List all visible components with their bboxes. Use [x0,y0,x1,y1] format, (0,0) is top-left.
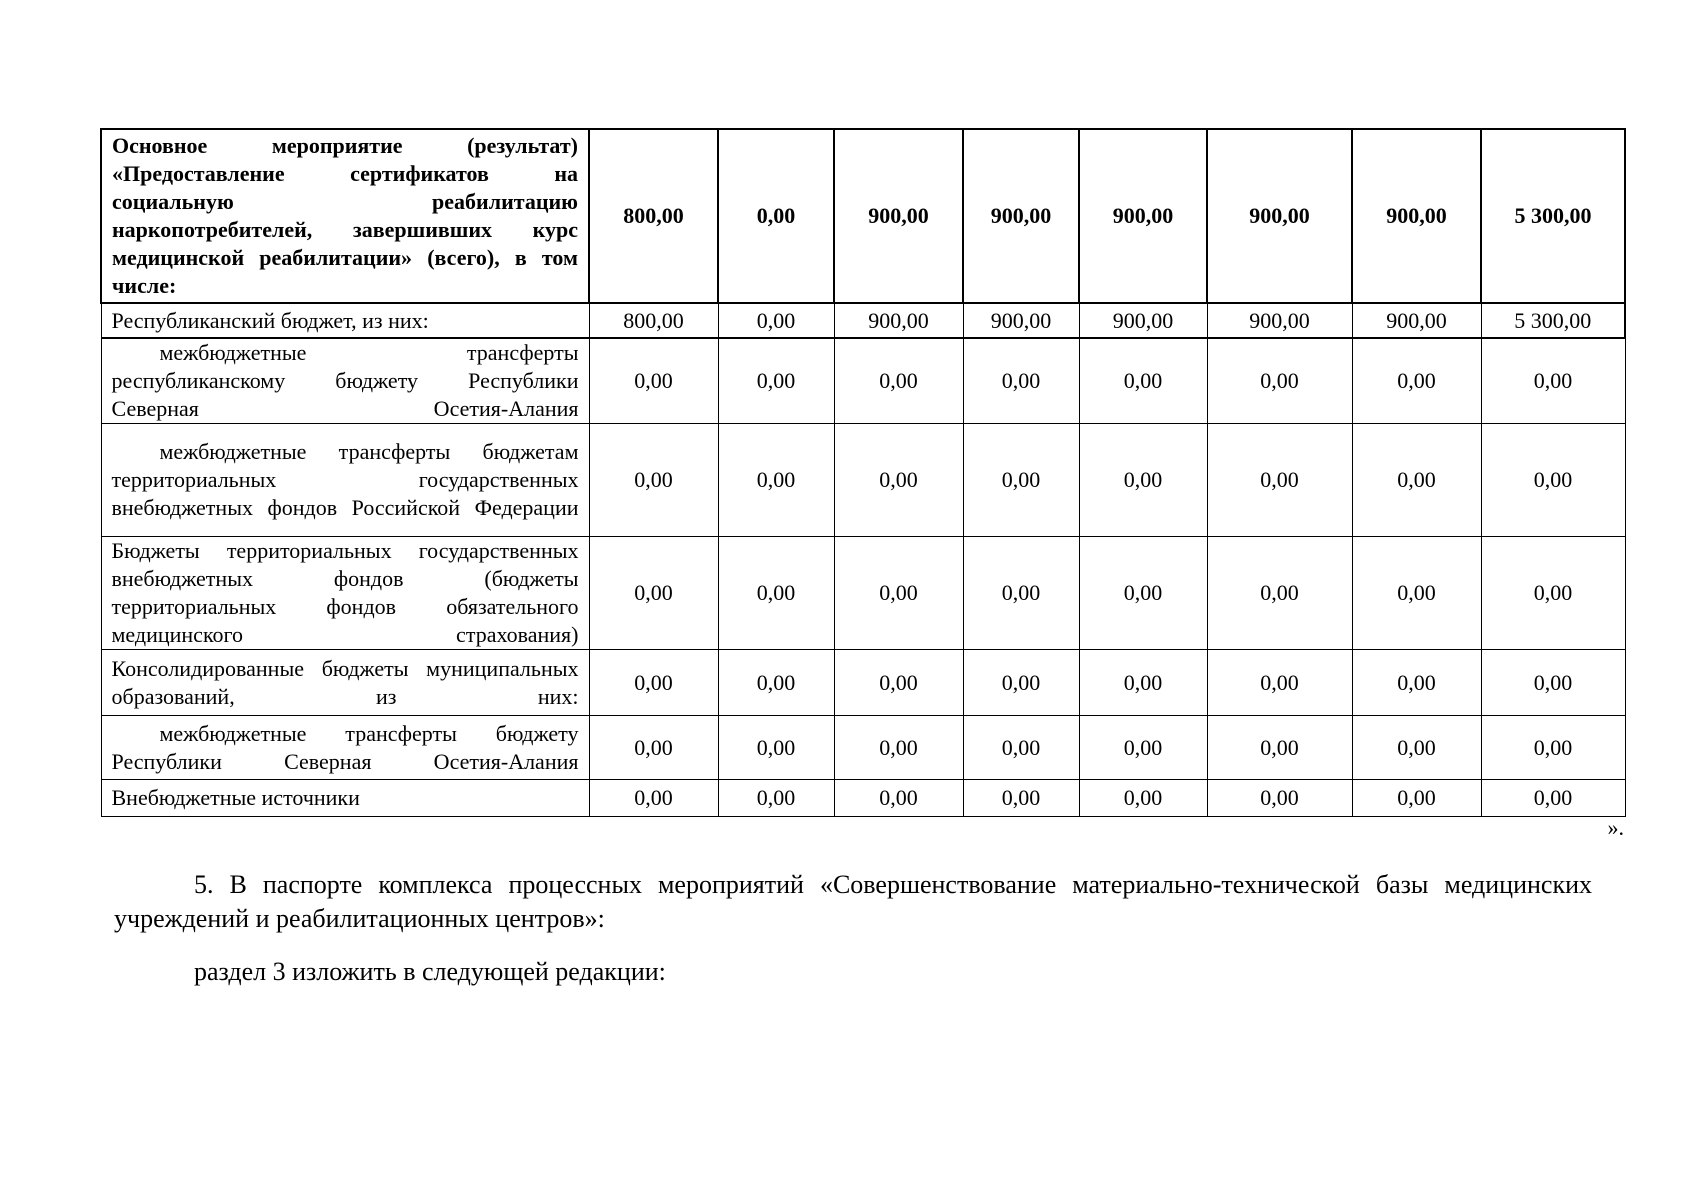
value-cell: 0,00 [718,780,834,817]
value-cell: 900,00 [1352,129,1481,303]
value-cell-total: 0,00 [1481,716,1625,780]
budget-table [100,128,1626,817]
value-cell: 0,00 [589,716,718,780]
value-cell-total: 0,00 [1481,338,1625,424]
value-cell: 0,00 [1352,537,1481,650]
value-cell: 900,00 [1079,129,1207,303]
value-cell: 0,00 [1207,716,1352,780]
value-cell: 0,00 [1207,424,1352,537]
value-cell-total: 0,00 [1481,650,1625,716]
value-cell: 900,00 [963,303,1079,338]
table-row-transfers-municipal [101,716,1625,780]
value-cell: 0,00 [1079,716,1207,780]
table-row-main-activity [101,129,1625,303]
value-cell: 0,00 [718,537,834,650]
value-cell-total: 0,00 [1481,537,1625,650]
value-cell: 0,00 [718,716,834,780]
paragraph-5: 5. В паспорте комплекса процессных мероприятий «Совершенствование материально-технической базы медицинских учреждений и реабилитационных центров»: [114,870,1592,933]
value-cell: 900,00 [1207,129,1352,303]
value-cell-total: 0,00 [1481,424,1625,537]
value-cell: 0,00 [1079,338,1207,424]
value-cell: 0,00 [834,716,963,780]
value-cell: 0,00 [834,537,963,650]
value-cell: 0,00 [834,424,963,537]
value-cell: 0,00 [834,338,963,424]
value-cell: 900,00 [1207,303,1352,338]
value-cell-total: 5 300,00 [1481,129,1625,303]
value-cell: 900,00 [834,129,963,303]
value-cell: 0,00 [834,780,963,817]
value-cell: 0,00 [1079,424,1207,537]
value-cell: 900,00 [1079,303,1207,338]
value-cell: 0,00 [589,338,718,424]
value-cell: 0,00 [718,303,834,338]
value-cell: 0,00 [963,650,1079,716]
row-label: межбюджетные трансферты бюджету Республики Северная Осетия-Алания [101,716,589,780]
value-cell: 0,00 [589,424,718,537]
value-cell: 0,00 [1079,537,1207,650]
value-cell: 0,00 [1352,716,1481,780]
value-cell: 900,00 [963,129,1079,303]
value-cell: 0,00 [718,338,834,424]
value-cell: 800,00 [589,303,718,338]
value-cell: 0,00 [1207,537,1352,650]
row-label: межбюджетные трансферты бюджетам территориальных государственных внебюджетных фондов Российской Федерации [101,424,589,537]
value-cell: 800,00 [589,129,718,303]
table-row-republican-budget [101,303,1625,338]
value-cell: 900,00 [834,303,963,338]
value-cell: 0,00 [963,716,1079,780]
value-cell: 0,00 [1352,338,1481,424]
value-cell: 0,00 [963,338,1079,424]
table-row-municipal-budgets [101,650,1625,716]
row-label: Республиканский бюджет, из них: [101,303,589,338]
value-cell: 0,00 [834,650,963,716]
value-cell: 0,00 [589,537,718,650]
row-label: Внебюджетные источники [101,780,589,817]
value-cell: 0,00 [589,650,718,716]
value-cell: 0,00 [963,780,1079,817]
value-cell: 0,00 [1079,780,1207,817]
value-cell: 0,00 [963,424,1079,537]
row-label: Консолидированные бюджеты муниципальных образований, из них: [101,650,589,716]
value-cell: 0,00 [1352,780,1481,817]
value-cell: 0,00 [718,424,834,537]
value-cell: 0,00 [1352,424,1481,537]
value-cell: 0,00 [718,650,834,716]
value-cell: 0,00 [1207,780,1352,817]
value-cell: 900,00 [1352,303,1481,338]
value-cell: 0,00 [718,129,834,303]
value-cell: 0,00 [1207,338,1352,424]
value-cell: 0,00 [963,537,1079,650]
row-label: Основное мероприятие (результат) «Предоставление сертификатов на социальную реабилитацию наркопотребителей, завершивших курс медицинской реабилитации» (всего), в том числе: [101,129,589,303]
row-label: Бюджеты территориальных государственных внебюджетных фондов (бюджеты территориальных фондов обязательного медицинского страхования) [101,537,589,650]
closing-quote: ». [1607,815,1624,840]
value-cell-total: 5 300,00 [1481,303,1625,338]
table-row-transfers-funds [101,424,1625,537]
value-cell: 0,00 [589,780,718,817]
table-row-transfers-republican [101,338,1625,424]
value-cell: 0,00 [1207,650,1352,716]
table-row-offbudget-sources [101,780,1625,817]
value-cell-total: 0,00 [1481,780,1625,817]
table-row-offbudget-funds [101,537,1625,650]
row-label: межбюджетные трансферты республиканскому бюджету Республики Северная Осетия-Алания [101,338,589,424]
value-cell: 0,00 [1352,650,1481,716]
value-cell: 0,00 [1079,650,1207,716]
paragraph-section-3: раздел 3 изложить в следующей редакции: [194,957,666,986]
